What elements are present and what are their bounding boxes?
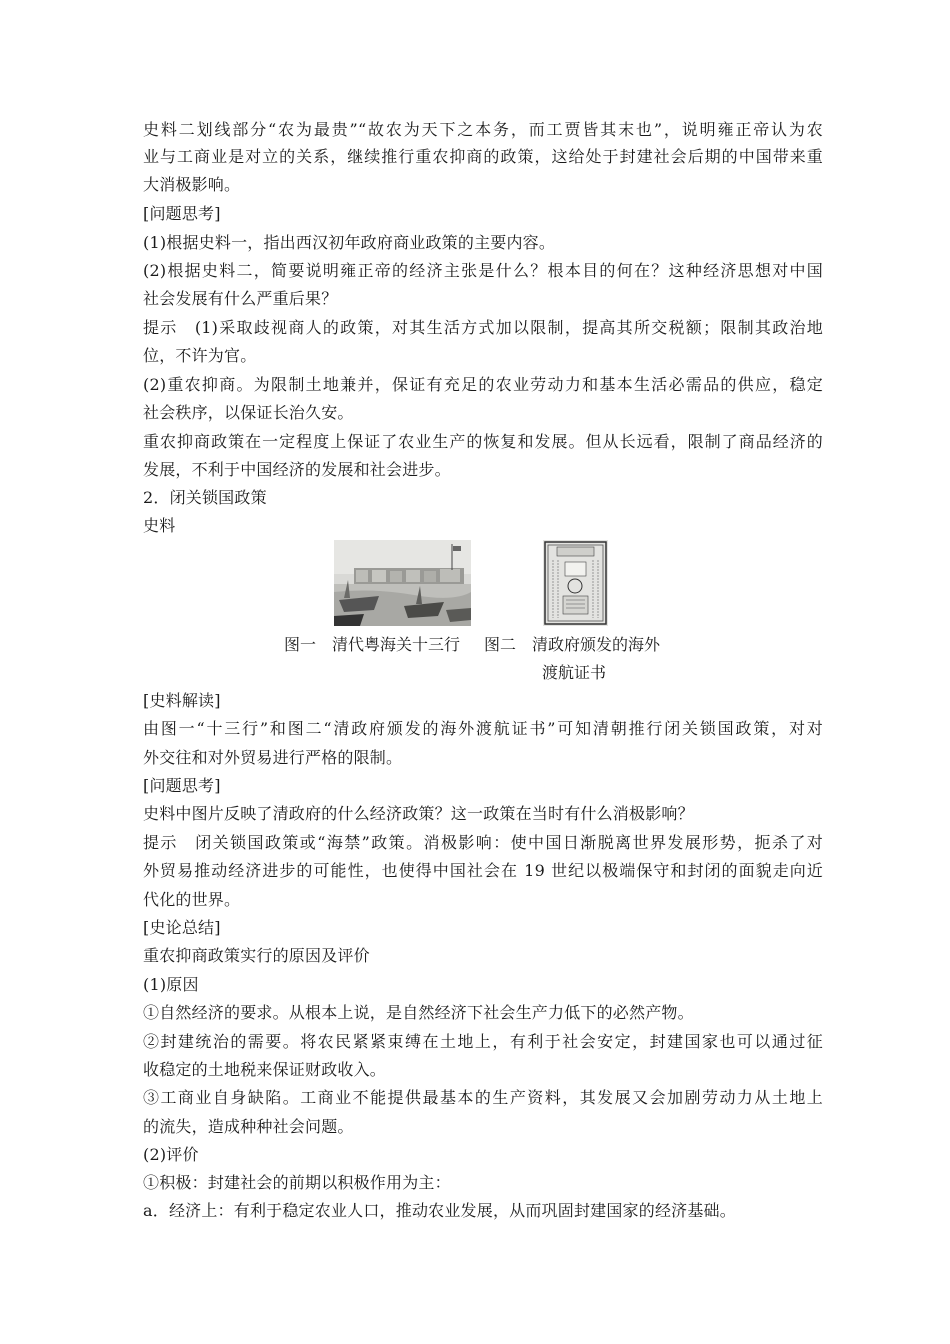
text-line: 大消极影响。	[143, 175, 241, 194]
figure-2-caption: 图二 清政府颁发的海外	[484, 635, 661, 654]
text-line: (1)原因	[143, 975, 199, 994]
thirteen-hongs-image	[334, 540, 471, 626]
section-heading: [问题思考]	[143, 776, 221, 795]
text-line: 史料二划线部分“农为最贵”“故农为天下之本务，而工贾皆其末也”，说明雍正帝认为农	[143, 120, 823, 139]
text-line: 外交往和对外贸易进行严格的限制。	[143, 748, 403, 767]
text-line: (2)根据史料二，简要说明雍正帝的经济主张是什么？根本目的何在？这种经济思想对中国	[143, 261, 823, 280]
text-line: 重农抑商政策实行的原因及评价	[143, 946, 370, 965]
section-heading: [史论总结]	[143, 918, 221, 937]
text-line: 代化的世界。	[143, 890, 241, 909]
text-line: a．经济上：有利于稳定农业人口，推动农业发展，从而巩固封建国家的经济基础。	[143, 1201, 736, 1220]
section-heading: [问题思考]	[143, 204, 221, 223]
figure-1-caption: 图一 清代粤海关十三行	[284, 635, 461, 654]
text-line: 发展，不利于中国经济的发展和社会进步。	[143, 460, 451, 479]
text-line: 由图一“十三行”和图二“清政府颁发的海外渡航证书”可知清朝推行闭关锁国政策，对对	[143, 719, 823, 738]
text-line: (1)根据史料一，指出西汉初年政府商业政策的主要内容。	[143, 233, 556, 252]
text-line: ①自然经济的要求。从根本上说，是自然经济下社会生产力低下的必然产物。	[143, 1003, 694, 1022]
text-line: (2)评价	[143, 1145, 199, 1164]
text-line: 社会发展有什么严重后果？	[143, 289, 338, 308]
text-line: 重农抑商政策在一定程度上保证了农业生产的恢复和发展。但从长远看，限制了商品经济的	[143, 432, 823, 451]
figure-2-caption-cont: 渡航证书	[542, 663, 607, 682]
text-line: 外贸易推动经济进步的可能性，也使得中国社会在 19 世纪以极端保守和封闭的面貌走向近	[143, 861, 823, 880]
text-line: 的流失，造成种种社会问题。	[143, 1117, 354, 1136]
section-heading: [史料解读]	[143, 691, 221, 710]
text-line: 提示 (1)采取歧视商人的政策，对其生活方式加以限制，提高其所交税额；限制其政治地	[143, 318, 823, 337]
text-line: 业与工商业是对立的关系，继续推行重农抑商的政策，这给处于封建社会后期的中国带来重	[143, 147, 823, 166]
text-line: ①积极：封建社会的前期以积极作用为主：	[143, 1173, 451, 1192]
text-line: 提示 闭关锁国政策或“海禁”政策。消极影响：使中国日渐脱离世界发展形势，扼杀了对	[143, 833, 823, 852]
text-line: 史料中图片反映了清政府的什么经济政策？这一政策在当时有什么消极影响？	[143, 804, 694, 823]
text-line: 史料	[143, 516, 176, 535]
text-line: 位，不许为官。	[143, 346, 257, 365]
overseas-voyage-certificate-image	[543, 540, 608, 626]
section-heading: 2．闭关锁国政策	[143, 488, 267, 507]
text-line: (2)重农抑商。为限制土地兼并，保证有充足的农业劳动力和基本生活必需品的供应，稳定	[143, 375, 823, 394]
text-line: ③工商业自身缺陷。工商业不能提供最基本的生产资料，其发展又会加剧劳动力从土地上	[143, 1088, 823, 1107]
text-line: 收稳定的土地税来保证财政收入。	[143, 1060, 387, 1079]
text-line: 社会秩序，以保证长治久安。	[143, 403, 354, 422]
text-line: ②封建统治的需要。将农民紧紧束缚在土地上，有利于社会安定，封建国家也可以通过征	[143, 1032, 823, 1051]
